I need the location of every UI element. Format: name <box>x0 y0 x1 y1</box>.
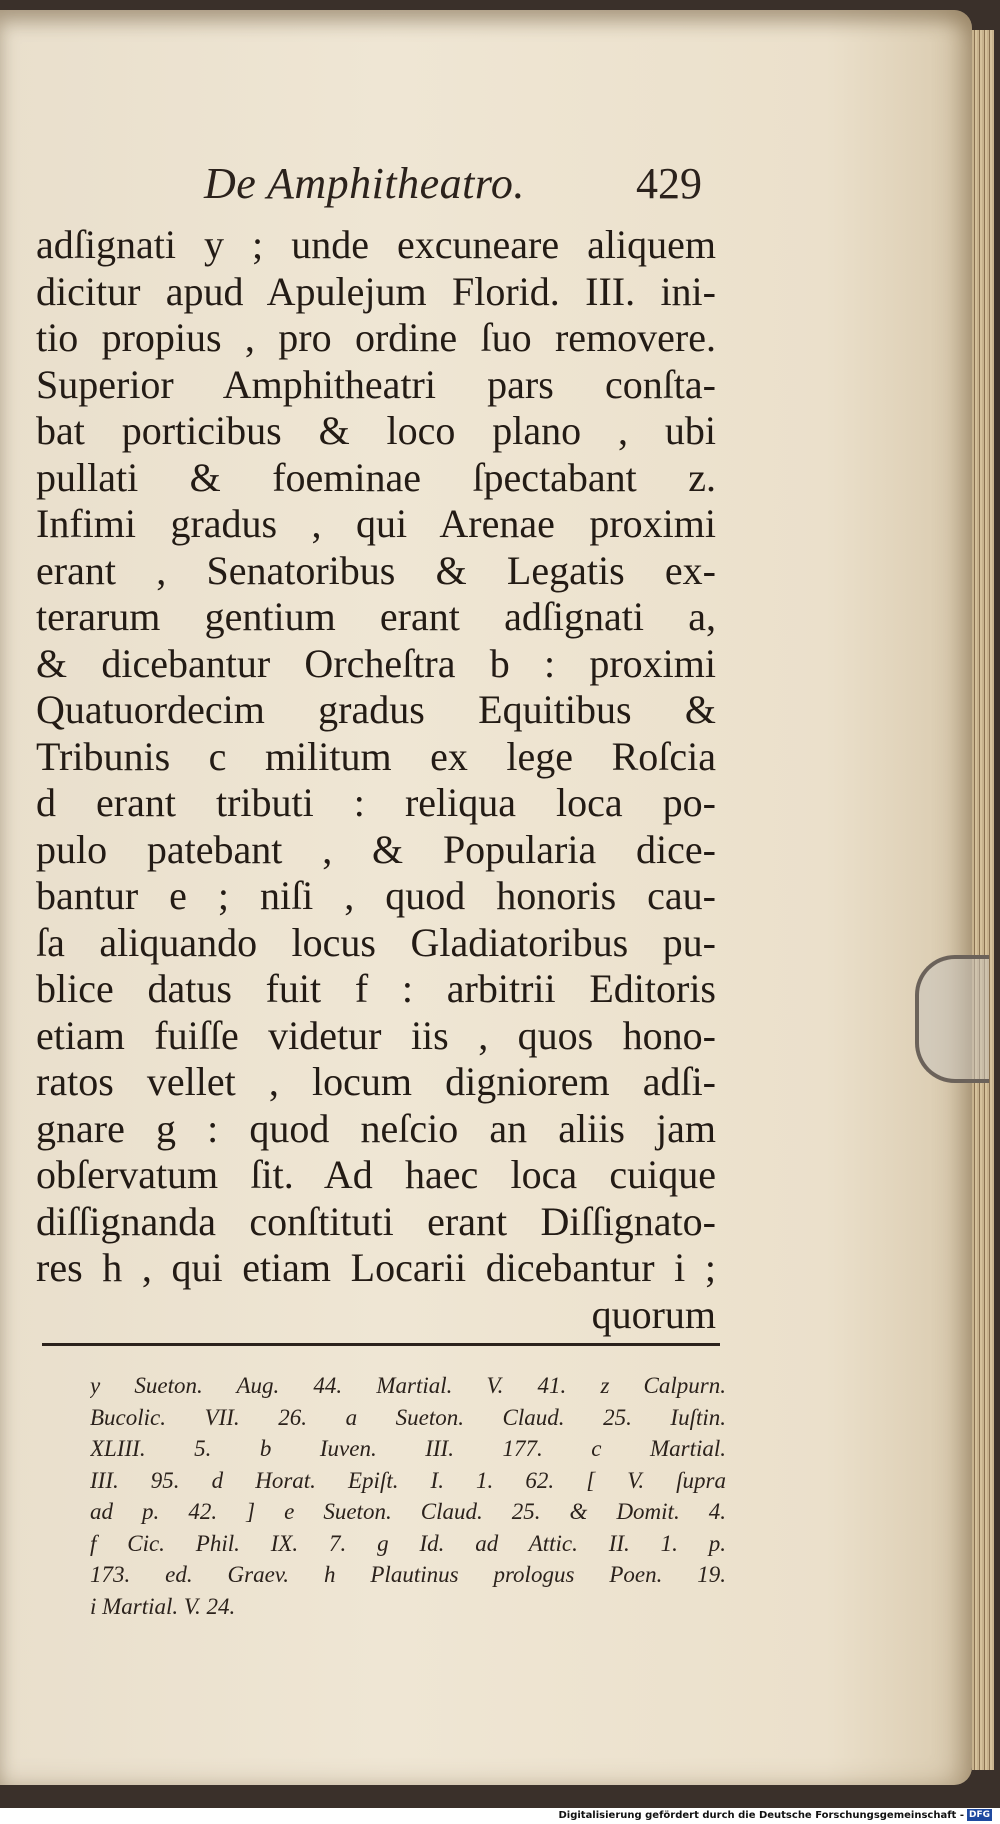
text-line: res h , qui etiam Locarii dicebantur i ; <box>36 1245 716 1290</box>
text-line: terarum gentium erant adſignati a, <box>36 594 716 639</box>
footnote-line: III. 95. d Horat. Epiſt. I. 1. 62. [ V. ſupra <box>90 1467 726 1493</box>
text-line: pulo patebant , & Popularia dice- <box>36 826 716 872</box>
text-line: diſſignanda conſtituti erant Diſſignato- <box>36 1198 716 1244</box>
text-line: etiam fuiſſe videtur iis , quos hono- <box>36 1012 716 1058</box>
text-line: pullati & foeminae ſpectabant z. <box>36 454 716 500</box>
text-line: erant , Senatoribus & Legatis ex- <box>36 547 716 593</box>
footnotes <box>90 1370 726 1622</box>
footnote-line: ad p. 42. ] e Sueton. Claud. 25. & Domit. 4. <box>90 1499 726 1524</box>
footnote-rule <box>42 1343 720 1346</box>
text-line: Infimi gradus , qui Arenae proximi <box>36 501 716 546</box>
book-page <box>0 10 972 1785</box>
text-line: tio propius , pro ordine ſuo removere. <box>36 315 716 360</box>
text-line: obſervatum ſit. Ad haec loca cuique <box>36 1152 716 1197</box>
page-number: 429 <box>636 159 702 208</box>
text-line: dicitur apud Apulejum Florid. III. ini- <box>36 268 716 314</box>
text-line: bat porticibus & loco plano , ubi <box>36 408 716 453</box>
footnote-line: i Martial. V. 24. <box>90 1593 236 1619</box>
footnote-line: f Cic. Phil. IX. 7. g Id. ad Attic. II. 1. p. <box>90 1530 726 1556</box>
text-line: gnare g : quod neſcio an aliis jam <box>36 1105 716 1151</box>
book-clip <box>915 955 989 1083</box>
text-line: Tribunis c militum ex lege Roſcia <box>36 733 716 779</box>
text-line: & dicebantur Orcheſtra b : proximi <box>36 640 716 686</box>
text-line: Superior Amphitheatri pars conſta- <box>36 361 716 407</box>
credit-text <box>558 1808 992 1824</box>
page-edges <box>972 30 994 1770</box>
dfg-logo: DFG <box>968 1810 990 1820</box>
text-line: ſa aliquando locus Gladiatoribus pu- <box>36 919 716 965</box>
body-text <box>36 222 716 1338</box>
credit-bar <box>0 1808 1000 1824</box>
running-title: De Amphitheatro. <box>204 159 525 208</box>
catchword: quorum <box>591 1291 716 1337</box>
text-line: ratos vellet , locum digniorem adſi- <box>36 1059 716 1104</box>
text-line: blice datus fuit f : arbitrii Editoris <box>36 966 716 1011</box>
text-line: adſignati y ; unde excuneare aliquem <box>36 222 716 267</box>
credit-label: Digitalisierung gefördert durch die Deutsche Forschungsgemeinschaft - <box>558 1810 964 1821</box>
footnote-line: 173. ed. Graev. h Plautinus prologus Poen. 19. <box>90 1562 726 1587</box>
page-header <box>0 158 972 218</box>
footnote-line: Bucolic. VII. 26. a Sueton. Claud. 25. Iuſtin. <box>90 1404 726 1430</box>
footnote-line: XLIII. 5. b Iuven. III. 177. c Martial. <box>90 1436 726 1461</box>
footnote-line: y Sueton. Aug. 44. Martial. V. 41. z Calpurn. <box>90 1373 726 1398</box>
text-line: Quatuordecim gradus Equitibus & <box>36 687 716 732</box>
text-line: bantur e ; niſi , quod honoris cau- <box>36 873 716 918</box>
text-line: d erant tributi : reliqua loca po- <box>36 780 716 825</box>
